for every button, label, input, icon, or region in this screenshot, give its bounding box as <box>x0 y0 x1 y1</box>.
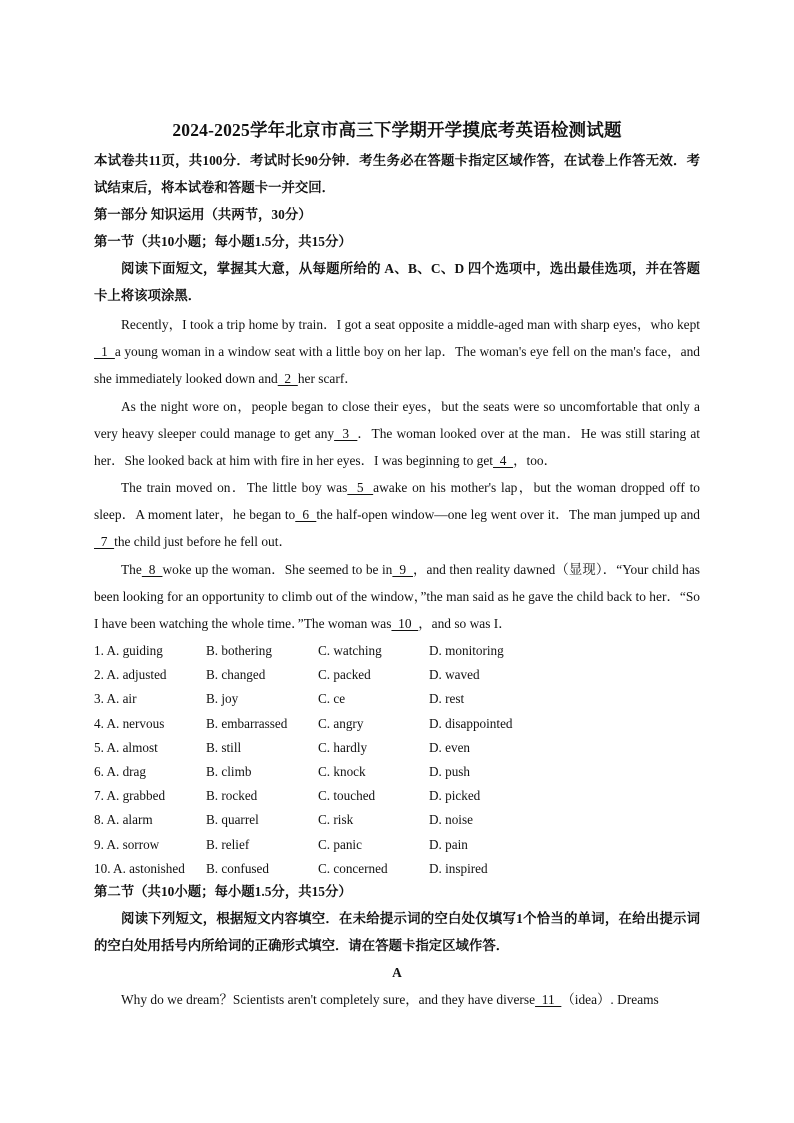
option-c: C. concerned <box>318 860 388 876</box>
exam-intro: 本试卷共11页，共100分．考试时长90分钟．考生务必在答题卡指定区域作答，在试卷上作答无效．考试结束后，将本试卷和答题卡一并交回． <box>94 153 700 195</box>
option-row <box>94 712 700 736</box>
option-a: 8. A. alarm <box>94 812 153 828</box>
passage-paragraph-2: As the night wore on，people began to close their eyes，but the seats were so uncomfortable that only a very heavy sleeper could manage to get any 3 ．The woman looked over at the man．He was still staring at her．She looked back at him with fire in her eyes．I was beginning to get 4 ，too． <box>94 399 700 468</box>
option-b: B. embarrassed <box>206 715 288 731</box>
option-b: B. changed <box>206 667 266 683</box>
option-d: D. picked <box>429 788 481 804</box>
option-b: B. joy <box>206 691 239 707</box>
options-list <box>94 639 700 881</box>
option-d: D. rest <box>429 691 465 707</box>
option-d: D. push <box>429 763 471 779</box>
blank-11: 11 <box>535 992 562 1007</box>
blank-10: 10 <box>391 616 419 631</box>
page-title: 2024-2025学年北京市高三下学期开学摸底考英语检测试题 <box>172 120 622 140</box>
passage-paragraph-3: The train moved on．The little boy was 5 awake on his mother's lap，but the woman dropped off to sleep．A moment later，he began to 6 the half-open window—one leg went over it．The man jumped up and 7 the child just before he fell out． <box>94 480 701 549</box>
option-c: C. touched <box>318 788 376 804</box>
option-d: D. noise <box>429 812 473 828</box>
part1-heading: 第一部分 知识运用（共两节，30分） <box>94 207 312 222</box>
blank-3: 3 <box>334 426 358 441</box>
blank-2: 2 <box>277 371 298 386</box>
option-d: D. disappointed <box>429 715 513 731</box>
option-a: 10. A. astonished <box>94 860 185 876</box>
blank-5: 5 <box>347 480 374 495</box>
option-d: D. monitoring <box>429 643 504 658</box>
passage-paragraph-1: Recently，I took a trip home by train．I got a seat opposite a middle-aged man with sharp eyes，who kept 1 a young woman in a window seat with a little boy on her lap．The woman's eye fell on the man's face，and she immediately looked down and 2 her scarf． <box>94 317 701 386</box>
option-a: 6. A. drag <box>94 763 147 779</box>
section1-instruction: 阅读下面短文，掌握其大意，从每题所给的 A、B、C、D 四个选项中，选出最佳选项，并在答题卡上将该项涂黑． <box>94 261 700 303</box>
option-row <box>94 833 700 857</box>
section2-instruction: 阅读下列短文，根据短文内容填空．在未给提示词的空白处仅填写1个恰当的单词，在给出提示词的空白处用括号内所给词的正确形式填空．请在答题卡指定区域作答． <box>94 911 700 953</box>
option-b: B. bothering <box>206 643 272 658</box>
option-c: C. knock <box>318 763 366 779</box>
option-b: B. confused <box>206 860 269 876</box>
option-row <box>94 663 700 687</box>
option-c: C. risk <box>318 812 354 828</box>
option-b: B. rocked <box>206 788 258 804</box>
option-a: 4. A. nervous <box>94 715 165 731</box>
section1-heading: 第一节（共10小题；每小题1.5分，共15分） <box>94 234 352 249</box>
passage-a-label: A <box>392 965 402 980</box>
option-c: C. ce <box>318 691 346 707</box>
option-c: C. watching <box>318 643 382 658</box>
option-d: D. pain <box>429 836 468 852</box>
blank-7: 7 <box>94 534 115 549</box>
blank-4: 4 <box>493 453 514 468</box>
option-row <box>94 687 700 711</box>
passage-a-paragraph: Why do we dream？Scientists aren't completely sure，and they have diverse 11 （idea）. Dreams <box>121 992 659 1007</box>
blank-6: 6 <box>295 507 317 522</box>
option-b: B. still <box>206 739 242 755</box>
passage-paragraph-4: The 8 woke up the woman．She seemed to be in 9 ，and then reality dawned（显现）．“Your child has been looking for an opportunity to climb out of the window，”the man said as he gave the child back to her．“So I have been watching the whole time．”The woman was 10 ，and so was I． <box>94 562 700 631</box>
option-a: 5. A. almost <box>94 739 158 755</box>
option-a: 9. A. sorrow <box>94 836 160 852</box>
option-d: D. inspired <box>429 860 488 876</box>
option-c: C. hardly <box>318 739 368 755</box>
blank-8: 8 <box>141 562 163 577</box>
option-d: D. even <box>429 739 471 755</box>
option-d: D. waved <box>429 667 480 683</box>
option-a: 2. A. adjusted <box>94 667 167 683</box>
option-c: C. packed <box>318 667 371 683</box>
option-c: C. panic <box>318 836 362 852</box>
option-row <box>94 639 700 663</box>
blank-1: 1 <box>94 344 115 359</box>
option-row <box>94 760 700 784</box>
option-b: B. relief <box>206 836 250 852</box>
option-a: 1. A. guiding <box>94 643 163 658</box>
option-b: B. climb <box>206 763 252 779</box>
option-c: C. angry <box>318 715 364 731</box>
option-a: 7. A. grabbed <box>94 788 166 804</box>
option-b: B. quarrel <box>206 812 259 828</box>
section2-heading: 第二节（共10小题；每小题1.5分，共15分） <box>94 884 352 899</box>
option-row <box>94 736 700 760</box>
option-row <box>94 784 700 808</box>
option-a: 3. A. air <box>94 691 137 707</box>
blank-9: 9 <box>392 562 413 577</box>
option-row <box>94 808 700 832</box>
